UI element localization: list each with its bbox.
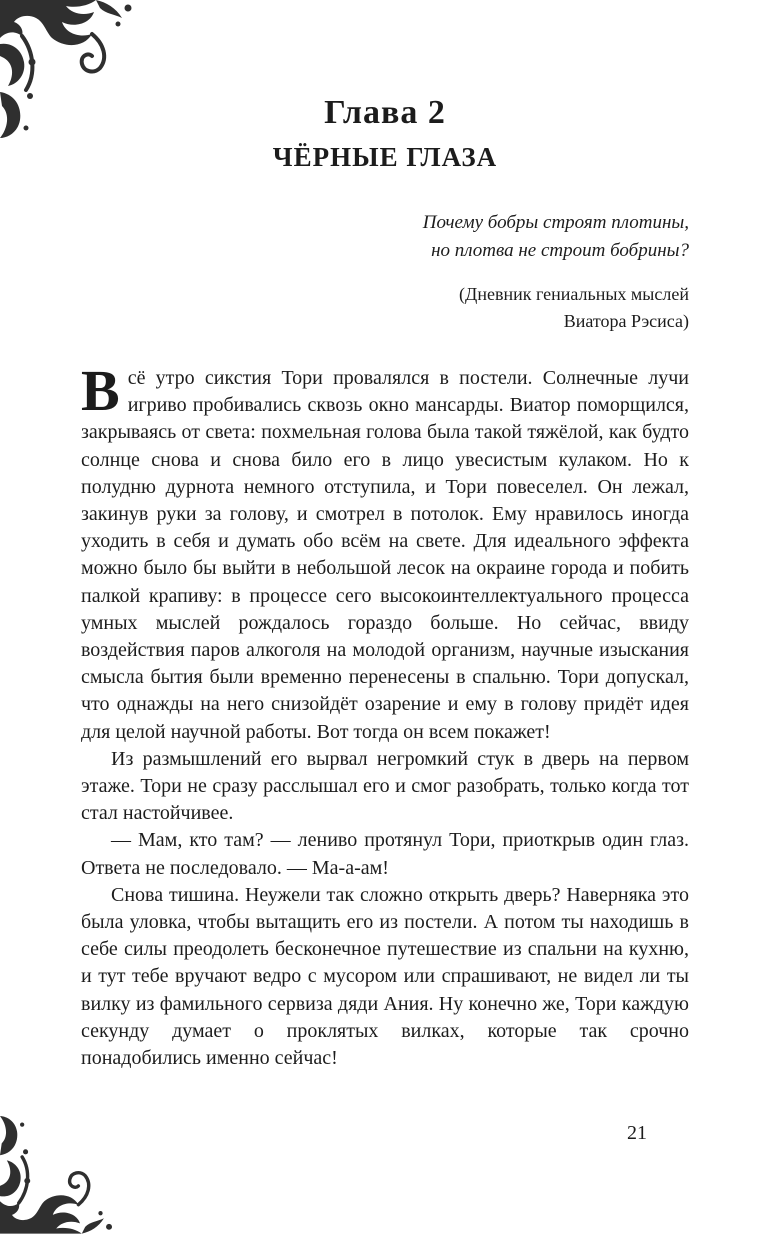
text-column — [81, 94, 689, 1072]
paragraph — [81, 358, 689, 746]
body-text — [81, 358, 689, 1072]
drop-cap: В — [81, 358, 120, 423]
corner-flourish-ornament-bottom-left — [0, 1108, 115, 1240]
paragraph: Из размышлений его вырвал негромкий стук в дверь на первом этаже. Тори не сразу расслышал его и смог разобрать, только когда тот стал настойчивее. — [81, 747, 689, 825]
paragraph-text: сё утро сикстия Тори провалялся в постели. Солнечные лучи игриво пробивались сквозь окно мансарды. Виатор поморщился, закрываясь от света: похмельная голова была такой тяжёлой, как будто солнце снова и снова било его в лицо увесистым кулаком. Но к полудню дурнота немного отступила, и Тори повеселел. Он лежал, закинув руки за голову, и смотрел в потолок. Ему нравилось иногда уходить в себя и думать обо всём на свете. Для идеального эффекта можно было бы выйти в небольшой лесок на окраине города и побить палкой крапиву: в процессе сего высокоинтеллектуального процесса умных мыслей рождалось гораздо больше. Но сейчас, ввиду воздействия паров алкоголя на молодой организм, научные изыскания смысла бытия были временно перенесены в спальню. Тори допускал, что однажды на него снизойдёт озарение и ему в голову придёт идея для целой научной работы. Вот тогда он всем покажет! — [81, 367, 689, 743]
chapter-title: ЧЁРНЫЕ ГЛАЗА — [272, 142, 498, 172]
paragraph: Снова тишина. Неужели так сложно открыть дверь? Наверняка это была уловка, чтобы вытащить его из постели. А потом ты находишь в себе силы преодолеть бесконечное путешествие из спальни на кухню, и тут тебе вручают ведро с мусором или спрашивают, не видел ли ты вилку из фамильного сервиза дяди Ания. Ну конечно же, Тори каждую секунду думает о проклятых вилках, которые так срочно понадобились именно сейчас! — [81, 883, 689, 1070]
epigraph-line: но плотва не строит бобрины? — [431, 240, 689, 261]
paragraph: — Мам, кто там? — лениво протянул Тори, приоткрыв один глаз. Ответа не последовало. — Ма-а-ам! — [81, 829, 689, 879]
attribution-line: (Дневник гениальных мыслей — [459, 284, 689, 304]
chapter-label: Глава 2 — [324, 94, 446, 131]
epigraph-line: Почему бобры строят плотины, — [422, 212, 689, 233]
page-number: 21 — [627, 1122, 647, 1144]
attribution-line: Виатора Рэсиса) — [563, 311, 689, 331]
epigraph — [81, 209, 689, 265]
epigraph-attribution — [81, 281, 689, 335]
